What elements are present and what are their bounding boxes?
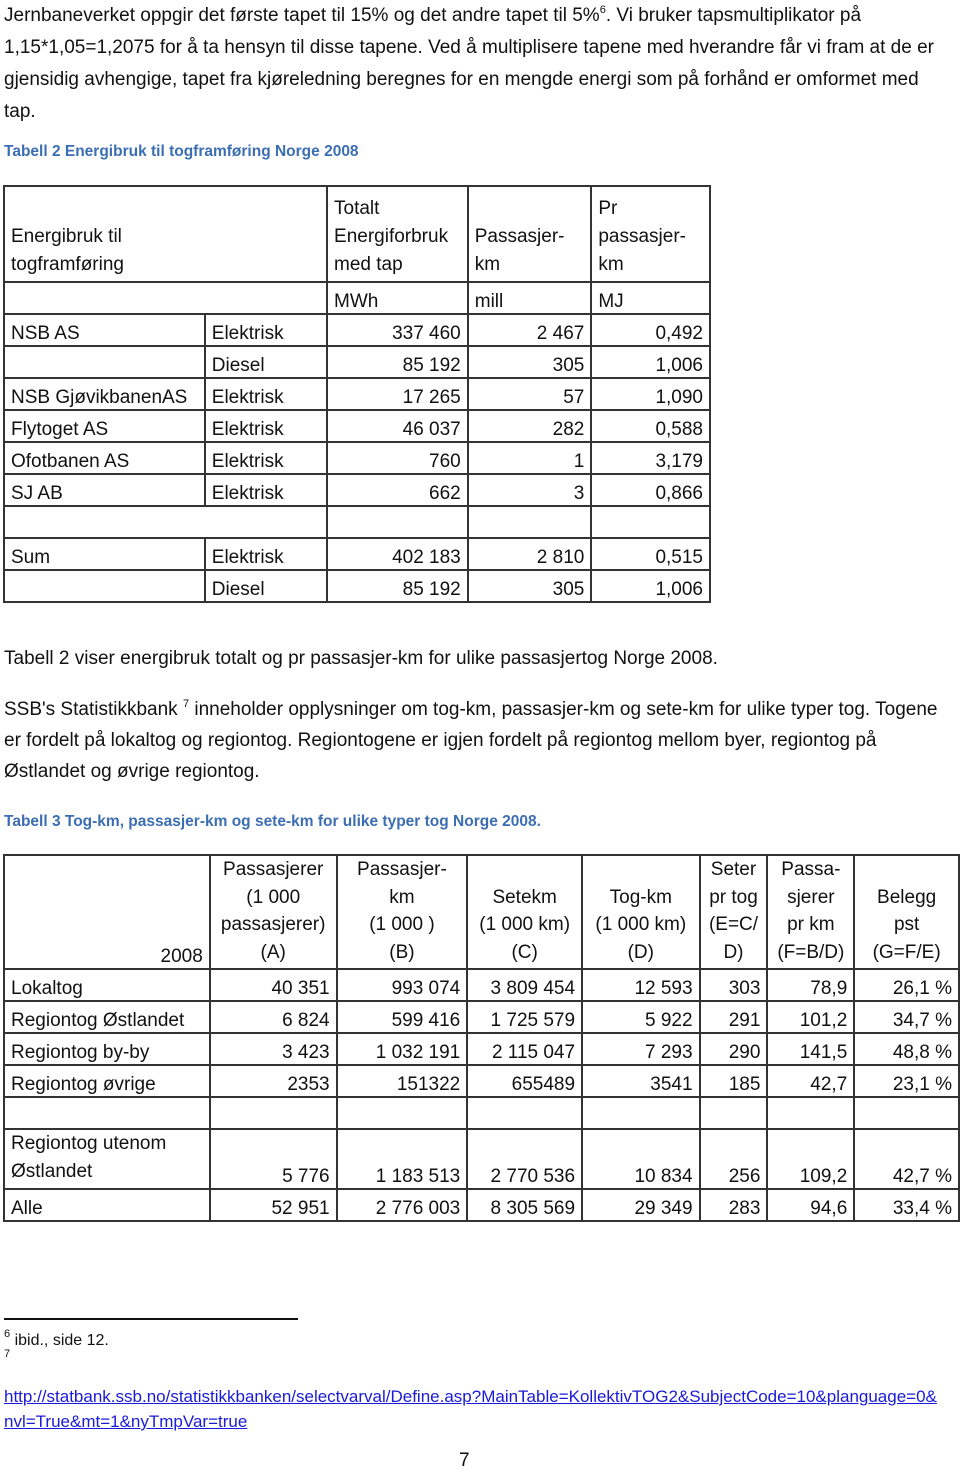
footnote-ref-6: 6 — [599, 4, 606, 16]
table2-summary: Tabell 2 viser energibruk totalt og pr passasjer-km for ulike passasjertog Norge 2008. — [4, 648, 718, 669]
table3-caption: Tabell 3 Tog-km, passasjer-km og sete-km for ulike typer tog Norge 2008. — [4, 813, 541, 830]
header-passasjer-km: Passasjer- km (1 000 ) (B) — [337, 855, 468, 969]
header-seter: Seter pr tog (E=C/ D) — [700, 855, 768, 969]
empty-row — [4, 506, 710, 538]
table-row: Regiontog øvrige 2353 151322 655489 3541 185 42,7 23,1 % — [4, 1065, 959, 1097]
table-row: Lokaltog 40 351 993 074 3 809 454 12 593 303 78,9 26,1 % — [4, 969, 959, 1001]
energy-table — [3, 185, 711, 603]
footnote-separator — [4, 1318, 298, 1320]
table-row: NSB GjøvikbanenAS Elektrisk 17 265 57 1,090 — [4, 378, 710, 410]
header-setekm: Setekm (1 000 km) (C) — [467, 855, 582, 969]
table-row: Flytoget AS Elektrisk 46 037 282 0,588 — [4, 410, 710, 442]
statbank-link[interactable]: http://statbank.ssb.no/statistikkbanken/selectvarval/Define.asp?MainTable=KollektivTOG2&SubjectCode=10&planguage=0&nvl=True&mt=1&nyTmpVar=true — [4, 1387, 937, 1431]
table-row: Ofotbanen AS Elektrisk 760 1 3,179 — [4, 442, 710, 474]
header-totalt: Totalt Energiforbruk med tap — [327, 186, 468, 282]
table-row: Alle 52 951 2 776 003 8 305 569 29 349 283 94,6 33,4 % — [4, 1189, 959, 1221]
table-row: Regiontog by-by 3 423 1 032 191 2 115 047 7 293 290 141,5 48,8 % — [4, 1033, 959, 1065]
sum-row: Sum Elektrisk 402 183 2 810 0,515 — [4, 538, 710, 570]
table2-caption: Tabell 2 Energibruk til togframføring Norge 2008 — [4, 143, 359, 160]
units-row — [4, 282, 710, 314]
header-year: 2008 — [4, 855, 210, 969]
footnote-6: $^6$ ibid., side 12. — [4, 1328, 109, 1349]
header-empty — [205, 186, 327, 282]
train-km-table — [3, 854, 960, 1222]
ssb-paragraph: SSB's Statistikkbank $^7$ inneholder opplysninger om tog-km, passasjer-km og sete-km for ulike typer tog. Togene er fordelt på lokaltog og regiontog. Regiontogene er igjen fordelt på regiontog mellom byer, regiontog på Østlandet og øvrige regiontog. — [4, 698, 938, 782]
header-tog-km: Tog-km (1 000 km) (D) — [582, 855, 700, 969]
table-row: NSB AS Elektrisk 337 460 2 467 0,492 — [4, 314, 710, 346]
header-passasjerer: Passasjerer (1 000 passasjerer) (A) — [210, 855, 337, 969]
header-passasjer-km: Passasjer-km — [468, 186, 592, 282]
header-passasjerer-pr-km: Passa- sjerer pr km (F=B/D) — [767, 855, 854, 969]
table-row: Regiontog Østlandet 6 824 599 416 1 725 579 5 922 291 101,2 34,7 % — [4, 1001, 959, 1033]
intro-paragraph: Jernbaneverket oppgir det første tapet til 15% og det andre tapet til 5%$^6$. Vi bruker tapsmultiplikator på 1,15*1,05=1,2075 for å ta hensyn til disse tapene. Ved å multiplisere tapene med hverandre får vi fram at de er gjensidig avhengige, tapet fra kjøreledning beregnes for en mengde energi som på forhånd er omformet med tap. — [4, 4, 934, 122]
unit-cell: MJ — [591, 282, 710, 314]
footnote-ref-7: 7 — [182, 698, 190, 710]
header-belegg: Belegg pst (G=F/E) — [854, 855, 959, 969]
table-row: Regiontog utenom Østlandet 5 776 1 183 513 2 770 536 10 834 256 109,2 42,7 % — [4, 1129, 959, 1189]
unit-cell: MWh — [327, 282, 468, 314]
header-pr-passasjer-km: Pr passasjer-km — [591, 186, 710, 282]
page-number: 7 — [459, 1450, 470, 1471]
table-row: Diesel 85 192 305 1,006 — [4, 346, 710, 378]
table-header-row — [4, 855, 959, 969]
unit-cell: mill — [468, 282, 592, 314]
table-row: SJ AB Elektrisk 662 3 0,866 — [4, 474, 710, 506]
table-header-row — [4, 186, 710, 282]
sum-row: Diesel 85 192 305 1,006 — [4, 570, 710, 602]
header-energibruk: Energibruk til togframføring — [4, 186, 205, 282]
footnote-7-number: 7 — [4, 1348, 11, 1360]
empty-row — [4, 1097, 959, 1129]
